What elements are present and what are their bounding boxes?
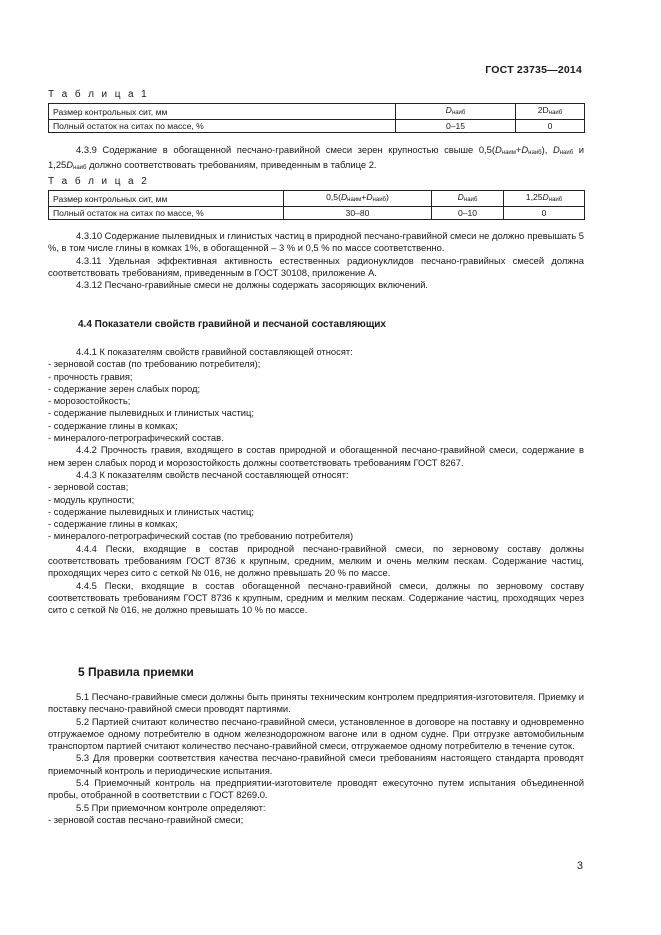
table2-row-label: Полный остаток на ситах по массе, % (49, 207, 284, 220)
list-item: - зерновой состав песчано-гравийной смеси; (48, 813, 244, 825)
paragraph: 4.4.4 Пески, входящие в состав природной песчано-гравийной смеси, по зерновому составу должны соответствовать требованиям ГОСТ 8736 к крупным, средним, мелким и очень мелким пескам. Содержание частиц, проходящих через сито с сеткой № 016, не должно превышать 20 % по массе. (48, 542, 584, 579)
document-id: ГОСТ 23735—2014 (485, 64, 582, 76)
paragraph: 5.2 Партией считают количество песчано-гравийной смеси, установленное в договоре на поставку и одновременно отгружаемое одному потребителю в одном железнодорожном вагоне или в одном судне. При отгрузке автомобильным транспортом партией считают количество песчано-гравийной смеси, отгружаемое одному потребителю в течение суток. (48, 715, 584, 752)
paragraph: 4.3.12 Песчано-гравийные смеси не должны содержать засоряющих включений. (76, 279, 429, 291)
block-4-3-10-to-4-3-12 (48, 230, 584, 291)
block-5 (48, 691, 584, 826)
table1-caption: Т а б л и ц а 1 (48, 89, 150, 100)
paragraph: 5.5 При приемочном контроле определяют: (76, 801, 266, 813)
table1-value-2dmax: 0 (516, 120, 585, 133)
list-item: - содержание глины в комках; (48, 419, 178, 431)
paragraph: 4.4.5 Пески, входящие в состав обогащенной песчано-гравийной смеси, должны по зерновому составу соответствовать требованиям ГОСТ 8736 к крупным, средним и мелким пескам. Содержание частиц, проходящих через сито с сеткой № 016, не должно превышать 10 % по массе. (48, 579, 584, 616)
paragraph: 5.4 Приемочный контроль на предприятии-изготовителе проводят ежесуточно путем испытания объединенной пробы, отобранной в соответствии с ГОСТ 8269.0. (48, 777, 584, 801)
table-row (49, 191, 585, 207)
table-row (49, 120, 585, 133)
table2-value-125dmax: 0 (504, 207, 585, 220)
list-item: - зерновой состав; (48, 481, 129, 493)
list-item: - минералого-петрографический состав. (48, 432, 224, 444)
list-item: - содержание зерен слабых пород; (48, 382, 201, 394)
list-item: - зерновой состав (по требованию потребителя); (48, 358, 261, 370)
table1-row-label: Полный остаток на ситах по массе, % (49, 120, 396, 133)
table-row (49, 207, 585, 220)
table2-value-dmax: 0–10 (432, 207, 504, 220)
table1-header-dmax: $D_{наиб}$ (396, 104, 516, 120)
paragraph-4-3-9 (48, 144, 584, 175)
section-5-heading: 5 Правила приемки (78, 665, 194, 679)
paragraph: 4.4.3 К показателям свойств песчаной составляющей относят: (76, 468, 349, 480)
table1 (48, 103, 585, 133)
table2-value-half-sum: 30–80 (284, 207, 432, 220)
list-item: - содержание пылевидных и глинистых частиц; (48, 407, 255, 419)
paragraph: 4.3.10 Содержание пылевидных и глинистых частиц в природной песчано-гравийной смеси не должно превышать 5 %, в том числе глины в комках 1%, в обогащенной – 3 % и 0,5 % по массе соответственно. (48, 230, 584, 254)
table1-value-dmax: 0–15 (396, 120, 516, 133)
list-item: - модуль крупности; (48, 493, 135, 505)
table2-header-125dmax: $1,25D_{наиб}$ (504, 191, 585, 207)
table1-header-2dmax: $2D_{наиб}$ (516, 104, 585, 120)
list-item: - минералого-петрографический состав (по требованию потребителя) (48, 530, 354, 542)
table2-header-dmax: $D_{наиб}$ (432, 191, 504, 207)
list-item: - содержание пылевидных и глинистых частиц; (48, 505, 255, 517)
table2 (48, 190, 585, 220)
paragraph: 5.3 Для проверки соответствия качества песчано-гравийной смеси требованиям настоящего стандарта проводят приемочный контроль и периодические испытания. (48, 752, 584, 776)
section-4-4-heading: 4.4 Показатели свойств гравийной и песчаной составляющих (78, 319, 386, 330)
paragraph: 4.3.11 Удельная эффективная активность естественных радионуклидов песчано-гравийных смесей должна соответствовать требованиям, приведенным в ГОСТ 30108, приложение А. (48, 254, 584, 278)
table2-caption: Т а б л и ц а 2 (48, 176, 150, 187)
list-item: - прочность гравия; (48, 370, 133, 382)
paragraph: 4.4.1 К показателям свойств гравийной составляющей относят: (76, 346, 353, 357)
table2-header-size: Размер контрольных сит, мм (49, 191, 284, 207)
paragraph: 4.3.9 Содержание в обогащенной песчано-гравийной смеси зерен крупностью свыше $0,5(D_{наим}+D_{наиб})$, $D_{наиб}$ и $1,25D_{наиб}$ должно соответствовать требованиям, приведенным в таблице 2. (48, 144, 584, 172)
table-row (49, 104, 585, 120)
table2-header-half-sum: $0,5(D_{наим}+D_{наиб})$ (284, 191, 432, 207)
list-item: - морозостойкость; (48, 395, 131, 407)
list-item: - содержание глины в комках; (48, 518, 178, 530)
table1-header-size: Размер контрольных сит, мм (49, 104, 396, 120)
paragraph: 4.4.2 Прочность гравия, входящего в состав природной и обогащенной песчано-гравийной смеси, содержание в нем зерен слабых пород и морозостойкость должны соответствовать требованиям ГОСТ 8267. (48, 444, 584, 468)
paragraph: 5.1 Песчано-гравийные смеси должны быть приняты техническим контролем предприятия-изготовителя. Приемку и поставку песчано-гравийной смеси проводят партиями. (48, 691, 584, 715)
page-number: 3 (576, 860, 583, 872)
block-4-4 (48, 346, 584, 617)
